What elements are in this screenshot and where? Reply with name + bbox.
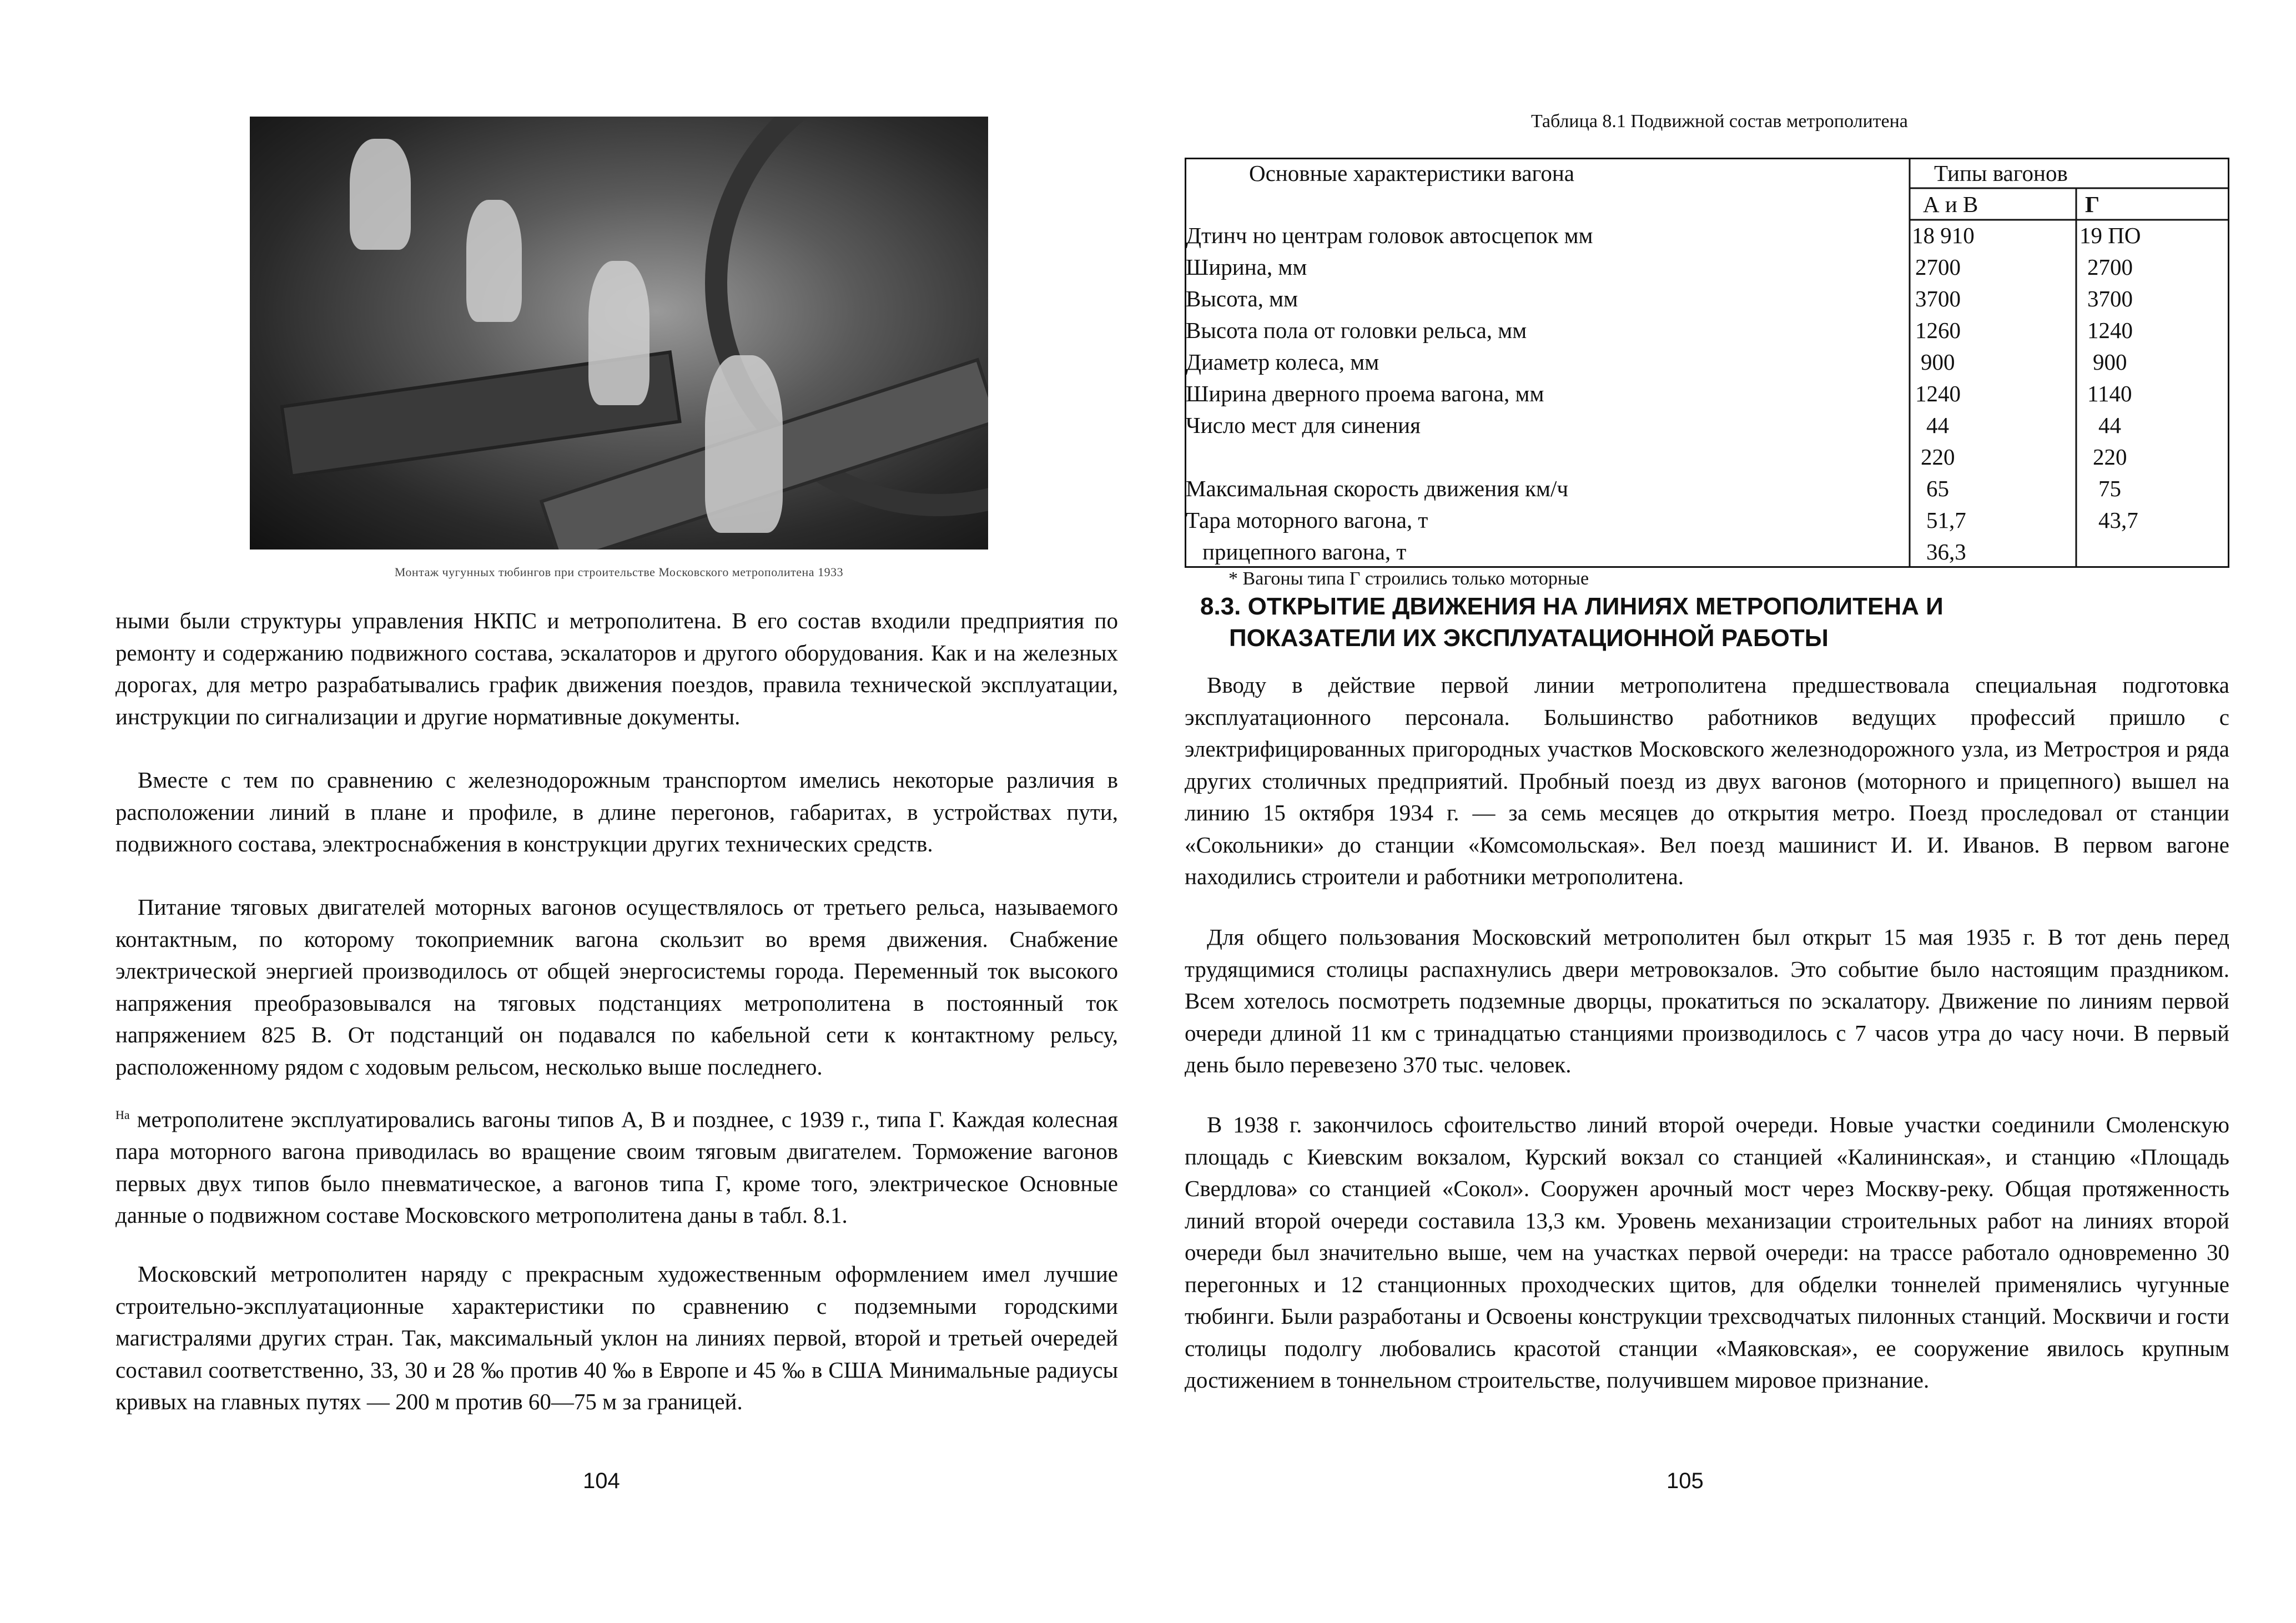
table-cell-ab: 65	[1926, 476, 1949, 501]
table-cell-g: 75	[2098, 476, 2121, 501]
table-cell-label: Высота пола от головки рельса, мм	[1186, 317, 1527, 343]
table-cell-label: Ширина дверного проема вагона, мм	[1186, 381, 1544, 406]
table-cell-label: Высота, мм	[1186, 286, 1298, 311]
table-cell-label: Диаметр колеса, мм	[1186, 349, 1379, 375]
table-cell-g: 43,7	[2098, 507, 2138, 533]
section-heading: 8.3. ОТКРЫТИЕ ДВИЖЕНИЯ НА ЛИНИЯХ МЕТРОПОЛИТЕНА И	[1200, 593, 1943, 620]
paragraph: Московский метрополитен наряду с прекрасным художественным оформлением имел лучшие строительно-эксплуатационные характеристики по сравнению с подземными городскими магистралями других стран. Так, максимальный уклон на линиях первой, второй и третьей очередей составил соответственно, 33, 30 и 28 ‰ против 40 ‰ в Европе и 45 ‰ в США Минимальные радиусы кривых на главных путях — 200 м против 60—75 м за границей.	[115, 1261, 1118, 1414]
table-header-g: Г	[2085, 191, 2100, 217]
table-cell-g: 3700	[2087, 286, 2133, 311]
construction-photo	[250, 117, 988, 550]
table-header-types: Типы вагонов	[1934, 160, 2068, 186]
page-number: 105	[1666, 1469, 1704, 1493]
section-heading: ПОКАЗАТЕЛИ ИХ ЭКСПЛУАТАЦИОННОЙ РАБОТЫ	[1229, 624, 1829, 652]
table-cell-g: 220	[2093, 444, 2127, 470]
table-cell-g: 1240	[2087, 317, 2133, 343]
table-cell-ab: 2700	[1915, 254, 1961, 280]
table-cell-ab: 1260	[1915, 317, 1961, 343]
table-cell-g: 2700	[2087, 254, 2133, 280]
table-cell-ab: 36,3	[1926, 539, 1966, 564]
table-cell-ab: 220	[1921, 444, 1955, 470]
rolling-stock-table	[1185, 158, 2229, 568]
table-cell-label: прицепного вагона, т	[1202, 539, 1407, 564]
table-cell-label: Максимальная скорость движения км/ч	[1186, 476, 1568, 501]
table-cell-label: Тара моторного вагона, т	[1186, 507, 1428, 533]
table-footnote: * Вагоны типа Г строились только моторные	[1228, 568, 1589, 589]
worker-figure	[350, 139, 411, 250]
table-cell-g: 1140	[2087, 381, 2132, 406]
paragraph: ными были структуры управления НКПС и метрополитена. В его состав входили предприятия по ремонту и содержанию подвижного состава, эскалаторов и другого оборудования. Как и на железных дорогах, для метро разрабатывались график движения поездов, правила технической эксплуатации, инструкции по сигнализации и другие нормативные документы.	[115, 608, 1118, 729]
worker-figure	[705, 355, 783, 533]
table-cell-g: 900	[2093, 349, 2127, 375]
paragraph: Питание тяговых двигателей моторных вагонов осуществлялось от третьего рельса, называемого контактным, по которому токоприемник вагона скользит во время движения. Снабжение электрической энергией производилось от общей энергосистемы города. Переменный ток высокого напряжения преобразовывался на тяговых подстанциях метрополитена в постоянный ток напряжением 825 В. От подстанций он подавался по кабельной сети к контактному рельсу, расположенному рядом с ходовым рельсом, несколько выше последнего.	[115, 894, 1118, 1080]
table-cell-g: 19 ПО	[2080, 223, 2141, 248]
table-cell-label: Ширина, мм	[1186, 254, 1307, 280]
table-cell-ab: 900	[1921, 349, 1955, 375]
right-page	[1148, 0, 2296, 1623]
paragraph: Для общего пользования Московский метрополитен был открыт 15 мая 1935 г. В тот день перед трудящимися столицы распахнулись двери метровокзалов. Это событие было настоящим праздником. Всем хотелось посмотреть подземные дворцы, прокатиться по эскалатору. Движение по линиям первой очереди длиной 11 км с тринадцатью станциями производилось с 7 часов утра до часу ночи. В первый день было перевезено 370 тыс. человек.	[1185, 924, 2229, 1077]
table-cell-label: Дтинч но центрам головок автосцепок мм	[1186, 223, 1593, 248]
worker-figure	[466, 200, 522, 322]
table-cell-ab: 44	[1926, 412, 1949, 438]
table-cell-ab: 18 910	[1912, 223, 1975, 248]
paragraph: Вместе с тем по сравнению с железнодорожным транспортом имелись некоторые различия в расположении линий в плане и профиле, в длине перегонов, габаритах, в устройствах пути, подвижного состава, электроснабжения в конструкции других технических средств.	[115, 767, 1118, 856]
table-cell-ab: 3700	[1915, 286, 1961, 311]
table-header-ab: А и В	[1923, 191, 1978, 217]
page-number: 104	[583, 1469, 620, 1493]
table-cell-g: 44	[2098, 412, 2121, 438]
table-caption: Таблица 8.1 Подвижной состав метрополитена	[1531, 111, 1908, 132]
paragraph	[115, 1099, 1118, 1232]
worker-figure	[588, 261, 649, 405]
paragraph: Вводу в действие первой линии метрополитена предшествовала специальная подготовка эксплуатационного персонала. Большинство работников ведущих профессий пришло с электрифицированных пригородных участков Московского железнодорожного узла, из Метростроя и ряда других столичных предприятий. Пробный поезд из двух вагонов (моторного и прицепного) вышел на линию 15 октября 1934 г. — за семь месяцев до открытия метро. Поезд проследовал от станции «Сокольники» до станции «Комсомольская». Вел поезд машинист И. И. Иванов. В первом вагоне находились строители и работники метрополитена.	[1185, 672, 2229, 889]
photo-caption: Монтаж чугунных тюбингов при строительстве Московского метрополитена 1933	[394, 565, 844, 579]
paragraph-text: метрополитене эксплуатировались вагоны типов А, В и позднее, с 1939 г., типа Г. Каждая колесная пара моторного вагона приводилась во вращение своим тяговым двигателем. Торможение вагонов первых двух типов было пневматическое, а вагонов типа Г, кроме того, электрическое Основные данные о подвижном составе Московского метрополитена даны в табл. 8.1.	[115, 1106, 1118, 1228]
paragraph-prefix: На	[115, 1108, 130, 1122]
paragraph: В 1938 г. закончилось сфоительство линий второй очереди. Новые участки соединили Смоленскую площадь с Киевским вокзалом, Курский вокзал со станцией «Калининская», и станцию «Площадь Свердлова» со станцией «Сокол». Сооружен арочный мост через Москву-реку. Общая протяженность линий второй очереди составила 13,3 км. Уровень механизации строительных работ на линиях второй очереди был значительно выше, чем на участках первой очереди: на трассе работало одновременно 30 перегонных и 12 станционных проходческих щитов, для обделки тоннелей применялись чугунные тюбинги. Были разработаны и Освоены конструкции трехсводчатых пилонных станций. Москвичи и гости столицы подолгу любовались красотой станции «Маяковская», ее сооружение явилось крупным достижением в тоннельном строительстве, получившем мировое признание.	[1185, 1112, 2229, 1393]
table-cell-ab: 1240	[1915, 381, 1961, 406]
table-cell-ab: 51,7	[1926, 507, 1966, 533]
table-cell-label: Число мест для синения	[1186, 412, 1421, 438]
table-header-characteristics: Основные характеристики вагона	[1249, 160, 1574, 186]
